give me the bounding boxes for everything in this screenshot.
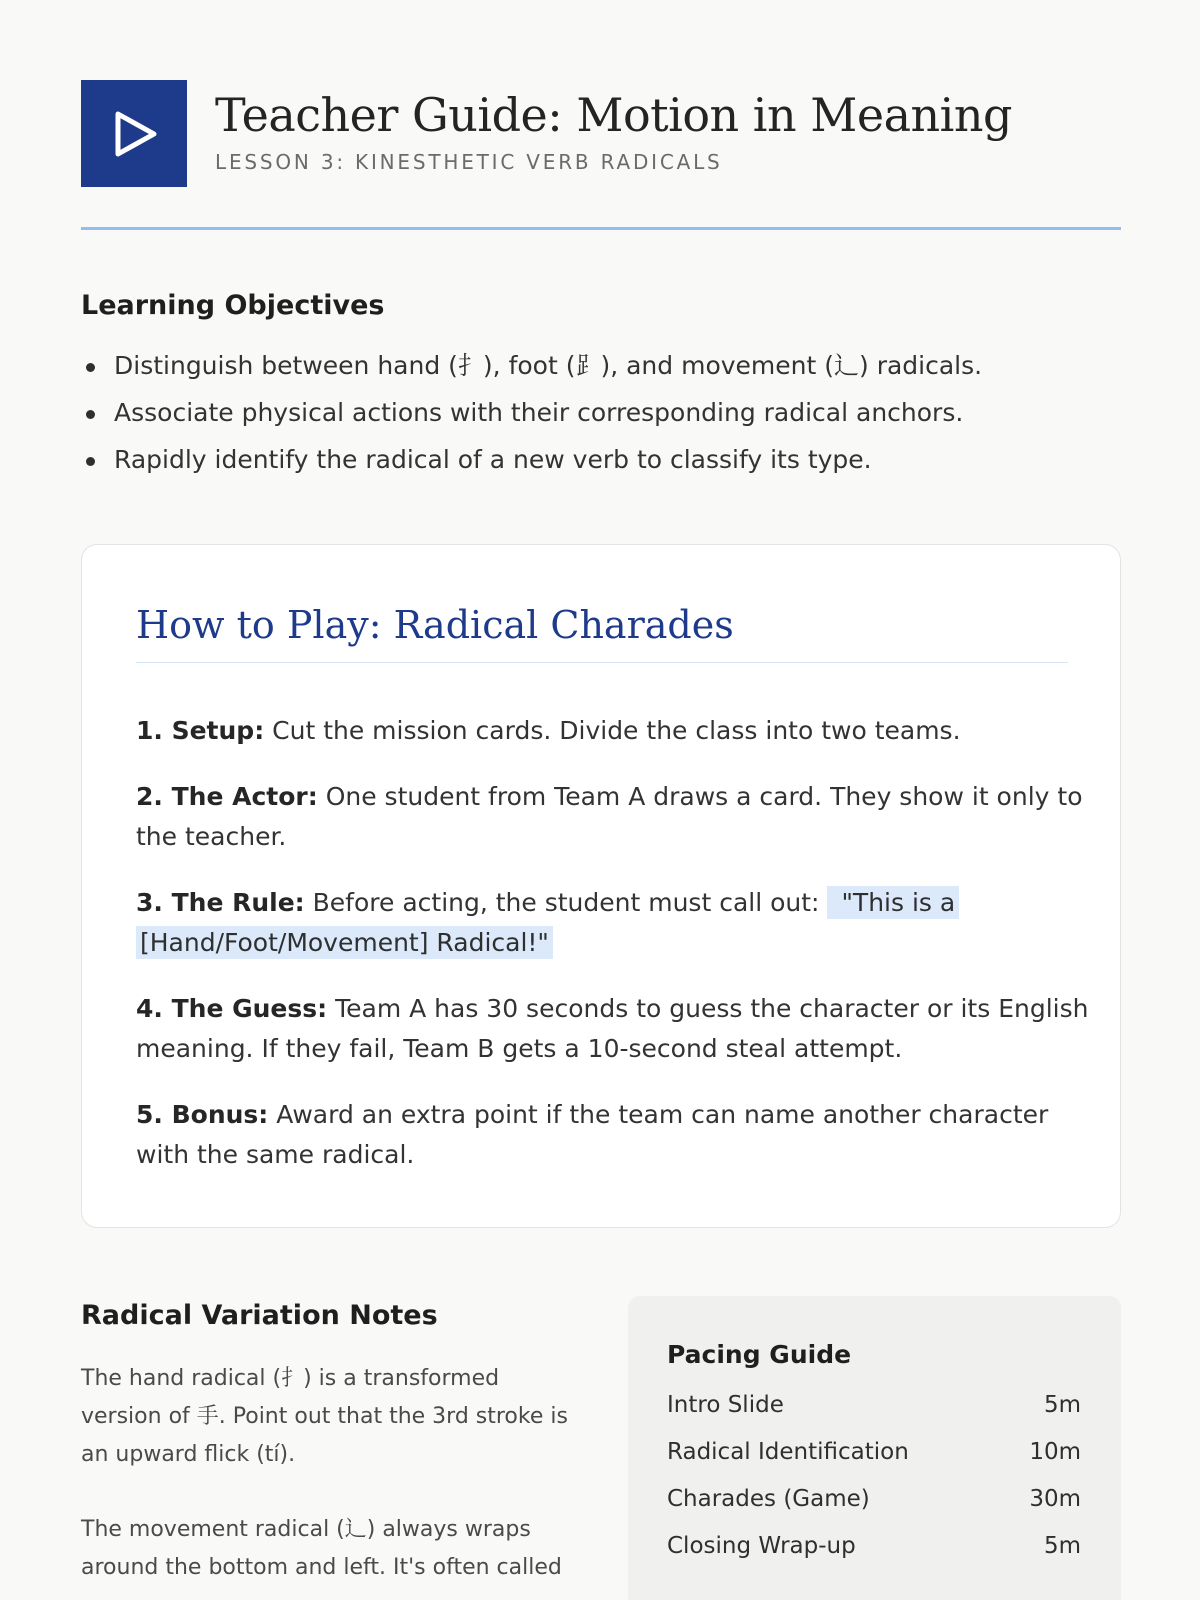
activity-name: Charades (Game) [667, 1486, 870, 1512]
step-actor [136, 777, 1083, 857]
list-item: Rapidly identify the radical of a new verb to classify its type. [81, 436, 1121, 483]
step-rule [136, 883, 1068, 963]
step-text: Before acting, the student must call out: [312, 888, 820, 917]
card-title: How to Play: Radical Charades [136, 603, 1068, 663]
step-label: 5. Bonus: [136, 1100, 269, 1129]
list-item: Distinguish between hand (扌), foot (⻊), and movement (辶) radicals. [81, 342, 1121, 389]
step-text: Award an extra point if the team can name another character [276, 1100, 1049, 1129]
step-text: Team A has 30 seconds to guess the character or its English [335, 994, 1089, 1023]
step-setup [136, 711, 1068, 751]
how-to-play-card [81, 544, 1121, 1228]
activity-name: Closing Wrap-up [667, 1533, 856, 1559]
activity-time: 5m [1043, 1533, 1081, 1559]
note-line: The movement radical (辶) always wraps [81, 1517, 531, 1542]
pacing-title: Pacing Guide [667, 1340, 852, 1369]
table-row [667, 1523, 1081, 1570]
step-bonus [136, 1095, 1068, 1175]
table-row [667, 1429, 1081, 1476]
note-paragraph [81, 1360, 581, 1474]
page-title: Teacher Guide: Motion in Meaning [215, 88, 1012, 142]
activity-time: 10m [1029, 1439, 1081, 1465]
steps-list [136, 711, 1089, 1201]
table-row [667, 1476, 1081, 1523]
logo [81, 80, 187, 187]
pacing-table [667, 1382, 1081, 1570]
step-label: 3. The Rule: [136, 888, 305, 917]
page-header [81, 80, 1121, 230]
note-line: The hand radical (扌) is a transformed [81, 1366, 500, 1391]
note-line: an upward flick (tí). [81, 1442, 296, 1467]
callout-quote: "This is a [827, 886, 959, 919]
activity-name: Radical Identification [667, 1439, 909, 1465]
objectives-heading: Learning Objectives [81, 290, 385, 321]
objectives-list [81, 342, 1121, 483]
activity-time: 30m [1029, 1486, 1081, 1512]
step-text-cont: with the same radical. [136, 1140, 415, 1169]
variation-notes-heading: Radical Variation Notes [81, 1300, 438, 1331]
step-label: 2. The Actor: [136, 782, 318, 811]
step-label: 4. The Guess: [136, 994, 328, 1023]
activity-time: 5m [1043, 1392, 1081, 1418]
variation-notes [81, 1360, 581, 1600]
note-line: around the bottom and left. It's often called [81, 1555, 562, 1580]
step-text-cont: the teacher. [136, 822, 287, 851]
page-subtitle: LESSON 3: KINESTHETIC VERB RADICALS [215, 150, 723, 174]
step-guess [136, 989, 1089, 1069]
pacing-guide [628, 1296, 1121, 1600]
note-line: version of 手. Point out that the 3rd stroke is [81, 1404, 568, 1429]
step-text: Cut the mission cards. Divide the class into two teams. [272, 716, 961, 745]
list-item: Associate physical actions with their corresponding radical anchors. [81, 389, 1121, 436]
activity-name: Intro Slide [667, 1392, 784, 1418]
note-paragraph [81, 1511, 581, 1587]
step-text-cont: meaning. If they fail, Team B gets a 10-second steal attempt. [136, 1034, 903, 1063]
step-label: 1. Setup: [136, 716, 265, 745]
table-row [667, 1382, 1081, 1429]
step-text: One student from Team A draws a card. They show it only to [325, 782, 1083, 811]
play-icon [81, 80, 187, 187]
callout-quote-cont: [Hand/Foot/Movement] Radical!" [136, 926, 553, 959]
